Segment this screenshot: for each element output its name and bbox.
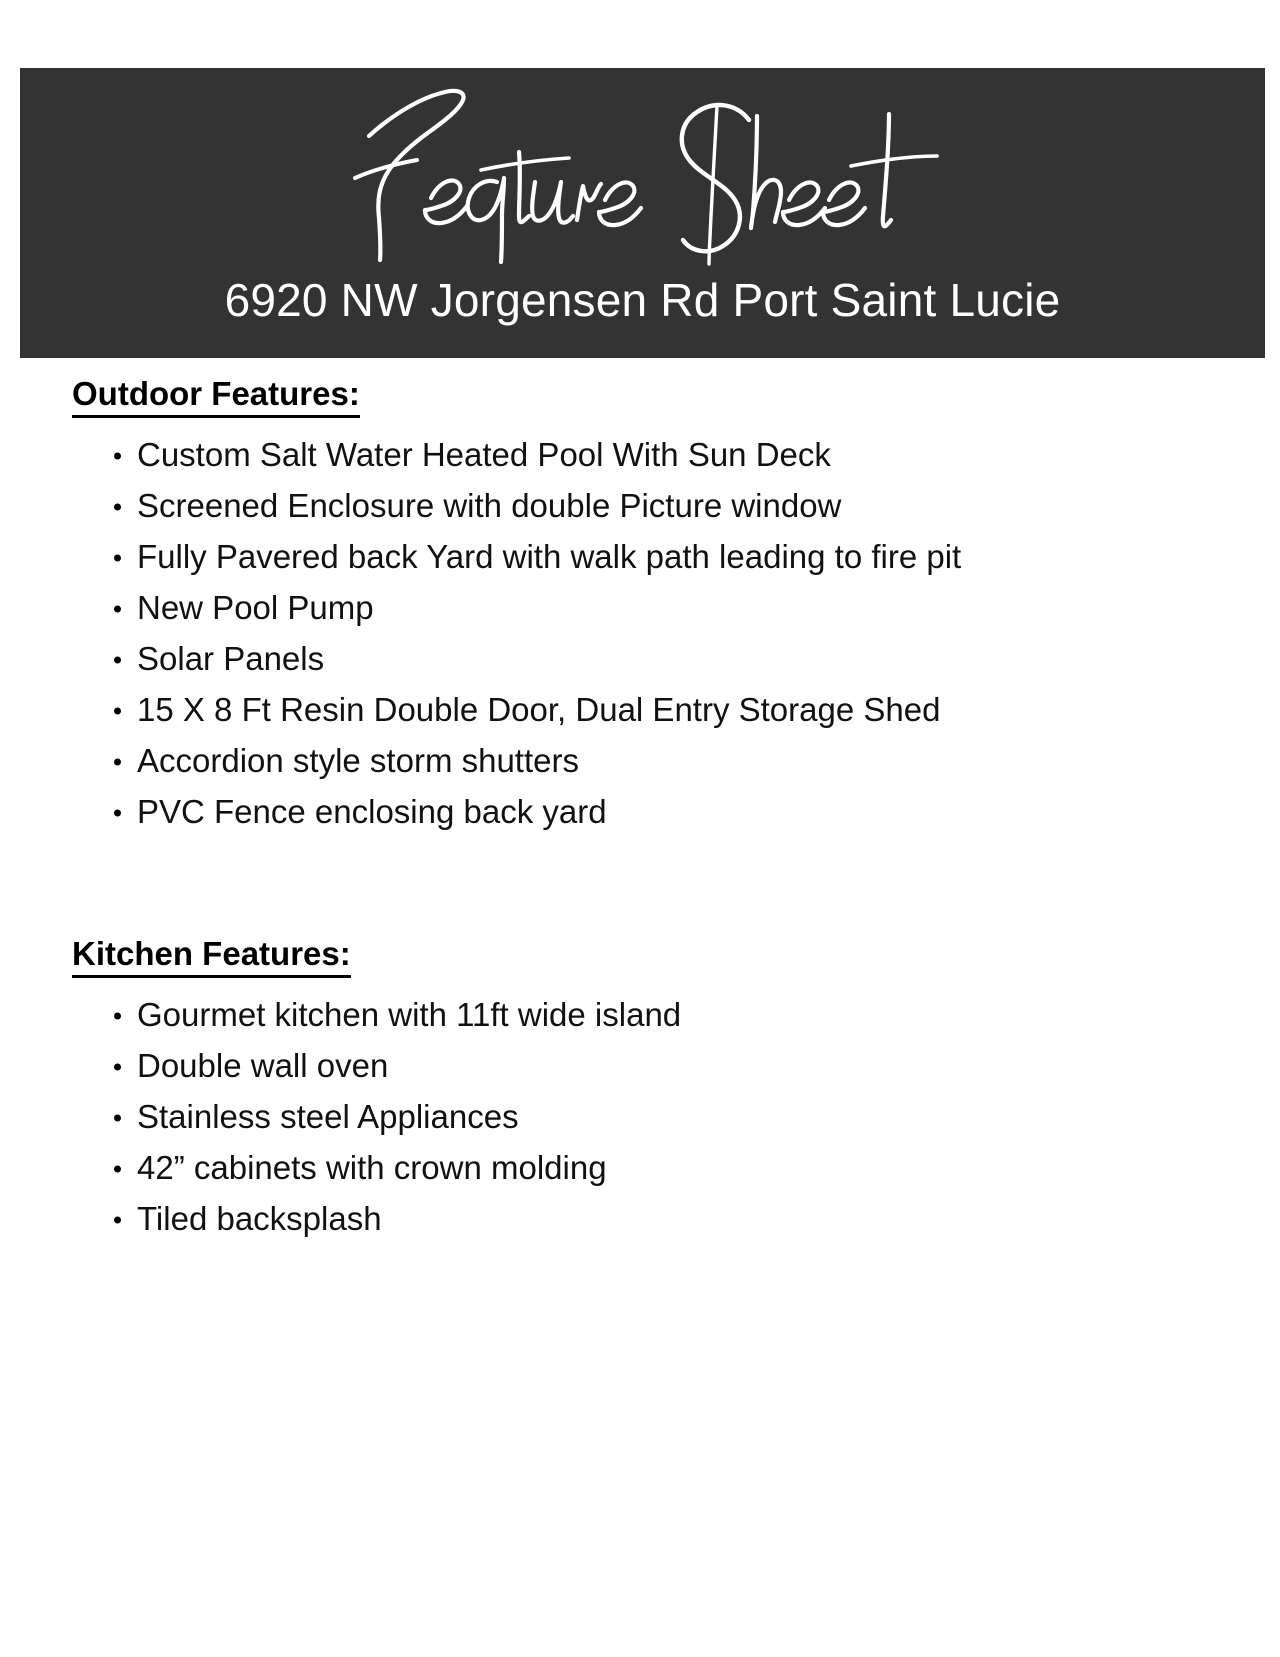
list-item	[137, 1194, 1280, 1245]
list-item-label: Gourmet kitchen with 11ft wide island	[137, 996, 682, 1034]
list-item	[137, 685, 1280, 736]
bullet-icon	[114, 605, 121, 612]
property-address: 6920 NW Jorgensen Rd Port Saint Lucie	[224, 274, 1061, 326]
list-item	[137, 1041, 1280, 1092]
bullet-icon	[114, 758, 121, 765]
bullet-icon	[114, 1114, 121, 1121]
list-item	[137, 787, 1280, 838]
list-item	[137, 583, 1280, 634]
list-item-label: PVC Fence enclosing back yard	[137, 793, 607, 831]
list-item-label: Fully Pavered back Yard with walk path leading to fire pit	[137, 538, 962, 576]
bullet-icon	[114, 452, 121, 459]
bullet-icon	[114, 1063, 121, 1070]
kitchen-features-list	[0, 990, 1280, 1245]
list-item-label: Custom Salt Water Heated Pool With Sun Deck	[137, 436, 831, 474]
list-item	[137, 1143, 1280, 1194]
script-title	[20, 70, 1265, 270]
bullet-icon	[114, 809, 121, 816]
list-item	[137, 430, 1280, 481]
list-item-label: 15 X 8 Ft Resin Double Door, Dual Entry Storage Shed	[137, 691, 941, 729]
list-item-label: Solar Panels	[137, 640, 325, 678]
list-item-label: 42” cabinets with crown molding	[137, 1149, 607, 1187]
list-item-label: Double wall oven	[137, 1047, 389, 1085]
list-item-label: New Pool Pump	[137, 589, 374, 627]
list-item-label: Accordion style storm shutters	[137, 742, 579, 780]
header-banner	[20, 68, 1265, 358]
outdoor-features-list	[0, 430, 1280, 838]
bullet-icon	[114, 1216, 121, 1223]
section-kitchen-features	[0, 934, 1280, 1245]
heading-kitchen-features: Kitchen Features:	[72, 934, 351, 978]
list-item	[137, 736, 1280, 787]
heading-outdoor-features: Outdoor Features:	[72, 374, 360, 418]
list-item	[137, 990, 1280, 1041]
list-item	[137, 532, 1280, 583]
bullet-icon	[114, 503, 121, 510]
section-outdoor-features	[0, 374, 1280, 838]
bullet-icon	[114, 656, 121, 663]
bullet-icon	[114, 1165, 121, 1172]
bullet-icon	[114, 554, 121, 561]
list-item-label: Stainless steel Appliances	[137, 1098, 519, 1136]
bullet-icon	[114, 1012, 121, 1019]
list-item-label: Tiled backsplash	[137, 1200, 382, 1238]
list-item	[137, 481, 1280, 532]
feature-content	[0, 358, 1280, 1245]
list-item	[137, 634, 1280, 685]
bullet-icon	[114, 707, 121, 714]
list-item	[137, 1092, 1280, 1143]
list-item-label: Screened Enclosure with double Picture window	[137, 487, 842, 525]
script-title-artwork	[333, 70, 953, 270]
